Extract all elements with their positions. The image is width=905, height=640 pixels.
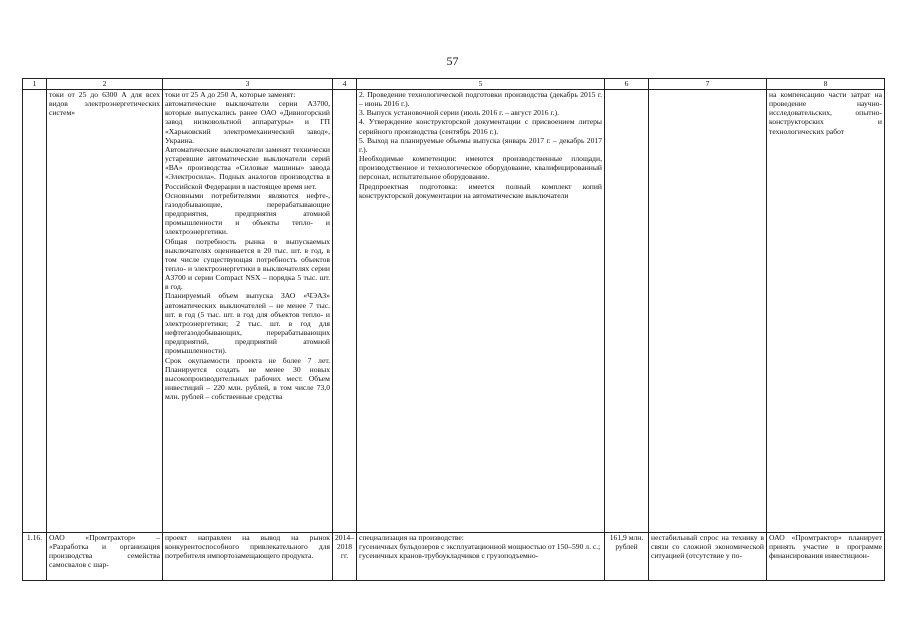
stage-paragraph: гусеничных кранов-трубоукладчиков с грузоподъемно- — [359, 551, 539, 561]
stage-paragraph: Необходимые компетенции: имеются производственные площади, производственное и технологическое оборудование, квалифицированный персонал, испытательное оборудование. — [359, 154, 602, 182]
stage-paragraph: 5. Выход на планируемые объемы выпуска (январь 2017 г. – декабрь 2017 г.). — [359, 135, 602, 154]
description-paragraph: Автоматические выключатели заменят технически устаревшие автоматические выключатели серий «ВА» производства «Силовые машины» завода «Электросила». Подных аналогов производства в Российской Федерации в настоящее время нет. — [165, 144, 330, 191]
cell-risks: нестабильный спрос на технику в связи со сложной экономической ситуацией (отсутствие у по- — [649, 533, 767, 581]
stage-paragraph: Предпроектная подготовка: имеется полный комплект копий конструкторской документации на автоматические выключатели — [359, 181, 602, 200]
cell-support: ОАО «Промтрактор» планирует принять участие в программе финансирования инвестицион- — [767, 533, 885, 581]
cell-description — [163, 90, 333, 533]
stage-paragraph: 2. Проведение технологической подготовки производства (декабрь 2015 г. – июнь 2016 г.). — [359, 90, 602, 109]
description-paragraph: Основными потребителями являются нефте-, газодобывающие, перерабатывающие предприятия, предприятия атомной промышленности и объекты тепло- и электроэнергетики. — [165, 190, 330, 237]
column-header-1: 1 — [23, 79, 47, 90]
table-row-continued — [23, 90, 885, 533]
cell-period: 2014–2018 гг. — [333, 533, 357, 581]
description-paragraph: автоматические выключатели серии А3700, которые выпускались ранее ОАО «Дивногорский завод низковольтной аппаратуры» и ГП «Харьковский электромеханический завод», Украина. — [165, 99, 330, 145]
stage-paragraph: специализация на производстве: — [359, 533, 464, 542]
column-header-3: 3 — [163, 79, 333, 90]
program-table — [22, 78, 885, 581]
cell-investment — [605, 90, 649, 533]
cell-number — [23, 90, 47, 533]
description-paragraph: Срок окупаемости проекта не более 7 лет. Планируется создать не менее 30 новых высокопроизводительных рабочих мест. Объем инвестиций – 220 млн. рублей, в том числе 73,0 млн. рублей – собственные средства — [165, 355, 330, 402]
cell-period — [333, 90, 357, 533]
column-header-7: 7 — [649, 79, 767, 90]
cell-support: на компенсацию части затрат на проведение научно-исследовательских, опытно-конструкторских и технологических работ — [767, 90, 885, 533]
cell-stages — [357, 533, 605, 581]
stage-paragraph: 3. Выпуск установочной серии (июль 2016 г. – август 2016 г.). — [359, 108, 560, 118]
cell-project-name: токи от 25 до 6300 А для всех видов электроэнергетических систем» — [47, 90, 163, 533]
column-header-5: 5 — [357, 79, 605, 90]
column-header-6: 6 — [605, 79, 649, 90]
table-row-1-16 — [23, 533, 885, 581]
column-header-8: 8 — [767, 79, 885, 90]
column-header-2: 2 — [47, 79, 163, 90]
description-paragraph: Общая потребность рынка в выпускаемых выключателях оценивается в 20 тыс. шт. в год, в том числе существующая потребность объектов тепло- и электроэнергетики в выключателях серии А3700 и серии Compact NSX – порядка 5 тыс. шт. в год. — [165, 236, 330, 292]
cell-project-name: ОАО «Промтрактор» – «Разработка и организация производства семейства самосвалов с шар- — [47, 533, 163, 581]
cell-investment: 161,9 млн. рублей — [605, 533, 649, 581]
cell-risks — [649, 90, 767, 533]
cell-description: проект направлен на вывод на рынок конкурентоспособного привлекательного для потребителя импортозамещающего продукта. — [163, 533, 333, 581]
stage-paragraph: 4. Утверждение конструкторской документации с присвоением литеры серийного производства (сентябрь 2016 г.). — [359, 117, 602, 136]
description-paragraph: токи от 25 А до 250 А, которые заменят: — [165, 90, 296, 99]
column-number-row — [23, 79, 885, 90]
cell-number: 1.16. — [23, 533, 47, 581]
stage-paragraph: гусеничных бульдозеров с эксплуатационной мощностью от 150–590 л. с.; — [359, 542, 601, 552]
cell-stages — [357, 90, 605, 533]
description-paragraph: Планируемый объем выпуска ЗАО «ЧЭАЗ» автоматических выключателей – не менее 7 тыс. шт. в год (5 тыс. шт. в год для объектов тепло- и электроэнергетики; 2 тыс. шт. в год для нефтегазодобывающих, перерабатывающих предприятий, предприятий атомной промышленности). — [165, 291, 330, 356]
page-number: 57 — [446, 54, 459, 68]
column-header-4: 4 — [333, 79, 357, 90]
